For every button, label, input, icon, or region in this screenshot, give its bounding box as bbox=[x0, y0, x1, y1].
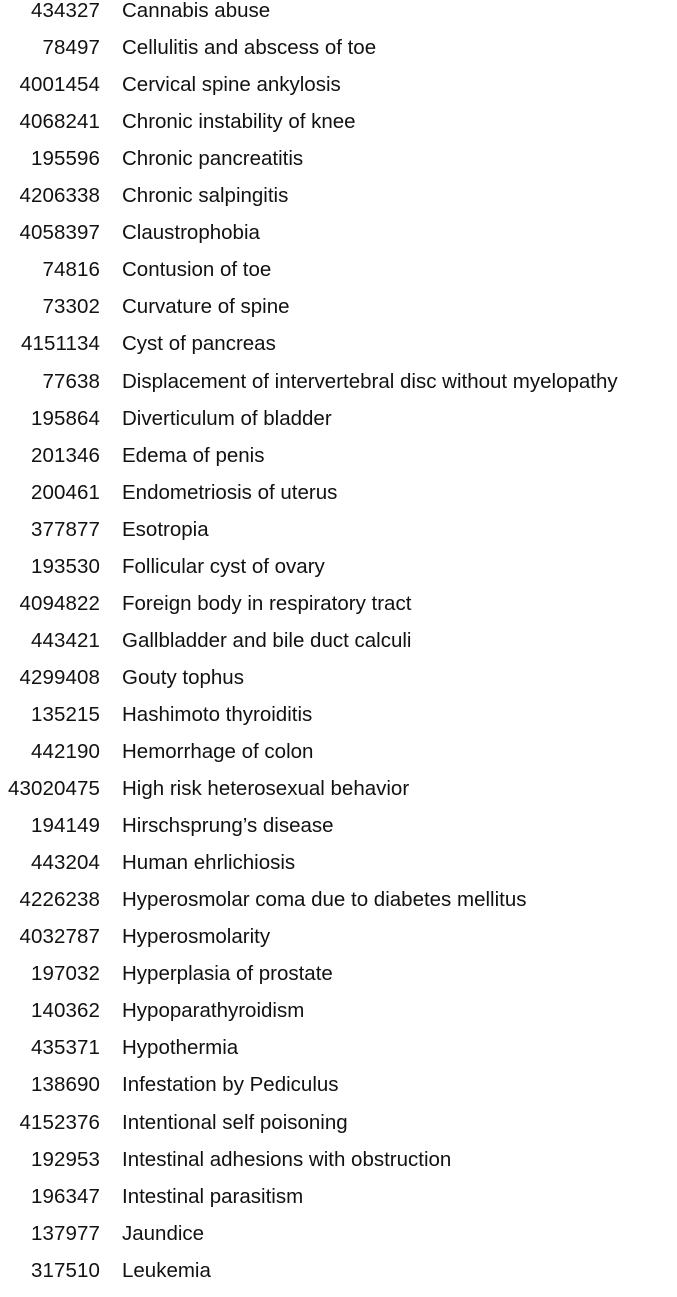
concept-name: Intentional self poisoning bbox=[122, 1110, 348, 1134]
concept-name: Displacement of intervertebral disc without myelopathy bbox=[122, 369, 618, 393]
table-row bbox=[0, 556, 677, 593]
concept-name: Foreign body in respiratory tract bbox=[122, 591, 412, 615]
concept-id: 4001454 bbox=[19, 73, 100, 97]
concept-id: 140362 bbox=[30, 999, 100, 1023]
concept-name: Chronic instability of knee bbox=[122, 110, 356, 134]
concept-name: Hyperosmolarity bbox=[122, 925, 271, 949]
table-row bbox=[0, 37, 677, 74]
concept-name: Cyst of pancreas bbox=[122, 332, 276, 356]
table-row bbox=[0, 815, 677, 852]
concept-id: 192953 bbox=[30, 1147, 100, 1171]
table-row bbox=[0, 74, 677, 111]
concept-id: 317510 bbox=[30, 1258, 100, 1282]
table-row bbox=[0, 1112, 677, 1149]
table-row bbox=[0, 778, 677, 815]
concept-id: 4068241 bbox=[19, 110, 100, 134]
concept-id: 4152376 bbox=[19, 1110, 100, 1134]
concept-name: Esotropia bbox=[122, 517, 209, 541]
concept-id: 135215 bbox=[30, 702, 100, 726]
concept-id: 434327 bbox=[30, 0, 100, 22]
table-row bbox=[0, 1223, 677, 1260]
table-row bbox=[0, 259, 677, 296]
concept-name: Gouty tophus bbox=[122, 665, 244, 689]
concept-id: 196347 bbox=[30, 1184, 100, 1208]
table-row bbox=[0, 741, 677, 778]
concept-id: 4151134 bbox=[21, 332, 100, 356]
table-row bbox=[0, 963, 677, 1000]
concept-id: 4094822 bbox=[19, 591, 100, 615]
concept-name: Leukemia bbox=[122, 1258, 211, 1282]
concept-id: 377877 bbox=[30, 517, 100, 541]
concept-name: Claustrophobia bbox=[122, 221, 260, 245]
concept-id: 74816 bbox=[42, 258, 100, 282]
concept-name: Hypoparathyroidism bbox=[122, 999, 305, 1023]
concept-name: Endometriosis of uterus bbox=[122, 480, 338, 504]
concept-name: Cannabis abuse bbox=[122, 0, 271, 22]
concept-name: Chronic pancreatitis bbox=[122, 147, 304, 171]
concept-name: Human ehrlichiosis bbox=[122, 851, 296, 875]
table-row bbox=[0, 1074, 677, 1111]
table-row bbox=[0, 852, 677, 889]
table-row bbox=[0, 185, 677, 222]
table-row bbox=[0, 519, 677, 556]
concept-name: Diverticulum of bladder bbox=[122, 406, 332, 430]
concept-id: 195864 bbox=[30, 406, 100, 430]
table-row bbox=[0, 222, 677, 259]
table-row bbox=[0, 333, 677, 370]
table-row bbox=[0, 1186, 677, 1223]
concept-id: 197032 bbox=[30, 962, 100, 986]
concept-id: 78497 bbox=[42, 36, 100, 60]
table-row bbox=[0, 0, 677, 37]
table-row bbox=[0, 1260, 677, 1297]
concept-name: Follicular cyst of ovary bbox=[122, 554, 325, 578]
concept-name: Intestinal parasitism bbox=[122, 1184, 304, 1208]
concept-id: 43020475 bbox=[7, 777, 100, 801]
table-row bbox=[0, 408, 677, 445]
concept-name: Infestation by Pediculus bbox=[122, 1073, 339, 1097]
table-row bbox=[0, 1149, 677, 1186]
concept-id: 443204 bbox=[30, 851, 100, 875]
table-row bbox=[0, 667, 677, 704]
concept-name: Curvature of spine bbox=[122, 295, 290, 319]
table-row bbox=[0, 148, 677, 185]
concept-name: Hirschsprung’s disease bbox=[122, 814, 334, 838]
concept-id: 4032787 bbox=[19, 925, 100, 949]
table-row bbox=[0, 889, 677, 926]
table-row bbox=[0, 482, 677, 519]
concept-id: 73302 bbox=[42, 295, 100, 319]
concept-id: 435371 bbox=[30, 1036, 100, 1060]
concept-name: Hemorrhage of colon bbox=[122, 740, 314, 763]
concept-id: 442190 bbox=[30, 740, 100, 763]
table-row bbox=[0, 630, 677, 667]
concept-name: Gallbladder and bile duct calculi bbox=[122, 628, 412, 652]
concept-id: 137977 bbox=[30, 1221, 100, 1245]
concept-id: 4299408 bbox=[19, 665, 100, 689]
concept-name: Hashimoto thyroiditis bbox=[122, 702, 313, 726]
concept-name: Jaundice bbox=[122, 1221, 205, 1245]
concept-name: Hyperplasia of prostate bbox=[122, 962, 333, 986]
concept-id: 194149 bbox=[30, 814, 100, 838]
concept-id: 4206338 bbox=[19, 184, 100, 208]
table-row bbox=[0, 926, 677, 963]
concept-id: 77638 bbox=[42, 369, 100, 393]
table-row bbox=[0, 371, 677, 408]
concept-name: Edema of penis bbox=[122, 443, 265, 467]
concept-name: Cervical spine ankylosis bbox=[122, 73, 341, 97]
table-row bbox=[0, 1037, 677, 1074]
concept-id: 4226238 bbox=[19, 888, 100, 912]
table-row bbox=[0, 704, 677, 741]
table-row bbox=[0, 111, 677, 148]
table-row bbox=[0, 296, 677, 333]
concept-id: 193530 bbox=[30, 554, 100, 578]
table-row bbox=[0, 1000, 677, 1037]
concept-name: Chronic salpingitis bbox=[122, 184, 289, 208]
concept-name: Hypothermia bbox=[122, 1036, 239, 1060]
concept-name: Contusion of toe bbox=[122, 258, 272, 282]
concept-id: 201346 bbox=[30, 443, 100, 467]
concept-id: 195596 bbox=[30, 147, 100, 171]
concept-name: High risk heterosexual behavior bbox=[122, 777, 410, 801]
table-row bbox=[0, 593, 677, 630]
concept-id: 200461 bbox=[30, 480, 100, 504]
table-row bbox=[0, 445, 677, 482]
concept-name: Hyperosmolar coma due to diabetes mellitus bbox=[122, 888, 527, 912]
concept-name: Cellulitis and abscess of toe bbox=[122, 36, 377, 60]
concept-id: 138690 bbox=[30, 1073, 100, 1097]
concept-id: 4058397 bbox=[19, 221, 100, 245]
concept-id: 443421 bbox=[30, 628, 100, 652]
concept-name: Intestinal adhesions with obstruction bbox=[122, 1147, 452, 1171]
